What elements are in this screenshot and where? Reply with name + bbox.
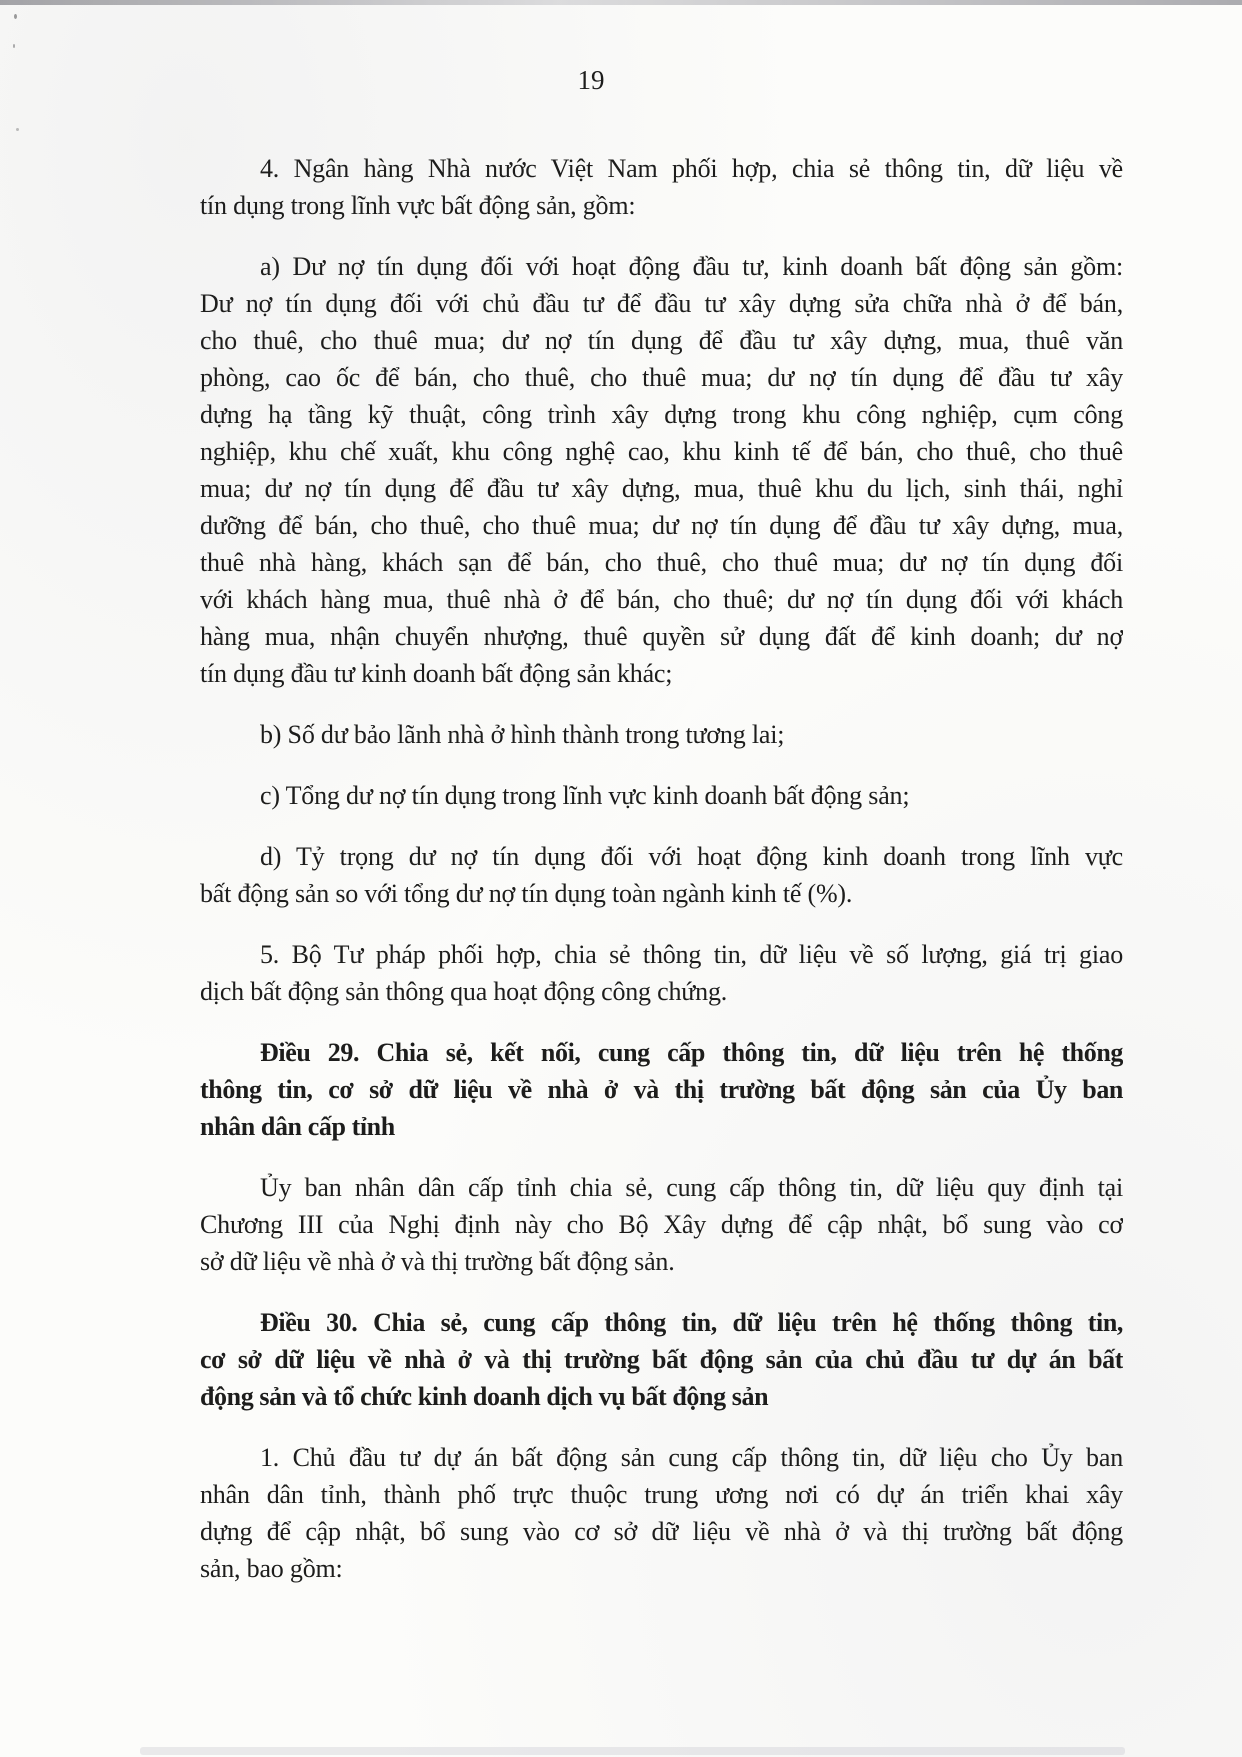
clause-5-paragraph (200, 936, 1123, 1010)
scan-speck (16, 128, 19, 131)
clause-1-paragraph (200, 1439, 1123, 1587)
heading-line: động sản và tổ chức kinh doanh dịch vụ bất động sản (200, 1382, 769, 1411)
text-line: dựng để cập nhật, bổ sung vào cơ sở dữ liệu về nhà ở và thị trường bất động (200, 1517, 1123, 1546)
heading-line: Điều 29. Chia sẻ, kết nối, cung cấp thông tin, dữ liệu trên hệ thống (260, 1038, 1123, 1067)
text-line: sản, bao gồm: (200, 1554, 343, 1583)
scan-speck (13, 44, 15, 48)
text-line: cho thuê, cho thuê mua; dư nợ tín dụng để đầu tư xây dựng, mua, thuê văn (200, 326, 1123, 355)
text-line: hàng mua, nhận chuyển nhượng, thuê quyền sử dụng đất để kinh doanh; dư nợ (200, 622, 1123, 651)
text-line: dịch bất động sản thông qua hoạt động công chứng. (200, 977, 728, 1006)
text-line: sở dữ liệu về nhà ở và thị trường bất động sản. (200, 1247, 675, 1276)
scan-speck (14, 14, 17, 19)
scan-top-edge-artifact (0, 0, 1242, 5)
heading-line: nhân dân cấp tỉnh (200, 1112, 395, 1141)
article-29-heading (200, 1034, 1123, 1145)
article-29-paragraph (200, 1169, 1123, 1280)
text-line: a) Dư nợ tín dụng đối với hoạt động đầu tư, kinh doanh bất động sản gồm: (260, 252, 1123, 281)
text-line: d) Tỷ trọng dư nợ tín dụng đối với hoạt động kinh doanh trong lĩnh vực (260, 842, 1123, 871)
text-line: 1. Chủ đầu tư dự án bất động sản cung cấp thông tin, dữ liệu cho Ủy ban (260, 1443, 1123, 1472)
text-line: phòng, cao ốc để bán, cho thuê, cho thuê mua; dư nợ tín dụng để đầu tư xây (200, 363, 1123, 392)
text-line: dựng hạ tầng kỹ thuật, công trình xây dựng trong khu công nghiệp, cụm công (200, 400, 1123, 429)
heading-line: thông tin, cơ sở dữ liệu về nhà ở và thị trường bất động sản của Ủy ban (200, 1075, 1123, 1104)
text-line: tín dụng đầu tư kinh doanh bất động sản khác; (200, 659, 673, 688)
point-c-paragraph (200, 777, 1123, 814)
text-line: bất động sản so với tổng dư nợ tín dụng toàn ngành kinh tế (%). (200, 879, 853, 908)
text-line: 4. Ngân hàng Nhà nước Việt Nam phối hợp, chia sẻ thông tin, dữ liệu về (260, 154, 1123, 183)
heading-line: cơ sở dữ liệu về nhà ở và thị trường bất động sản của chủ đầu tư dự án bất (200, 1345, 1123, 1374)
text-line: nghiệp, khu chế xuất, khu công nghệ cao, khu kinh tế để bán, cho thuê, cho thuê (200, 437, 1123, 466)
heading-line: Điều 30. Chia sẻ, cung cấp thông tin, dữ liệu trên hệ thống thông tin, (260, 1308, 1123, 1337)
text-line: với khách hàng mua, thuê nhà ở để bán, cho thuê; dư nợ tín dụng đối với khách (200, 585, 1123, 614)
text-line: Ủy ban nhân dân cấp tỉnh chia sẻ, cung cấp thông tin, dữ liệu quy định tại (260, 1173, 1123, 1202)
scan-bottom-edge-artifact (140, 1747, 1125, 1755)
text-line: mua; dư nợ tín dụng để đầu tư xây dựng, mua, thuê khu du lịch, sinh thái, nghỉ (200, 474, 1123, 503)
point-d-paragraph (200, 838, 1123, 912)
text-line: thuê nhà hàng, khách sạn để bán, cho thuê, cho thuê mua; dư nợ tín dụng đối (200, 548, 1123, 577)
text-line: tín dụng trong lĩnh vực bất động sản, gồm: (200, 191, 636, 220)
point-a-paragraph (200, 248, 1123, 692)
text-line: Chương III của Nghị định này cho Bộ Xây dựng để cập nhật, bổ sung vào cơ (200, 1210, 1123, 1239)
text-line: 5. Bộ Tư pháp phối hợp, chia sẻ thông tin, dữ liệu về số lượng, giá trị giao (260, 940, 1123, 969)
text-line: nhân dân tỉnh, thành phố trực thuộc trung ương nơi có dự án triển khai xây (200, 1480, 1123, 1509)
article-30-heading (200, 1304, 1123, 1415)
text-line: c) Tổng dư nợ tín dụng trong lĩnh vực kinh doanh bất động sản; (260, 781, 910, 810)
clause-4-paragraph (200, 150, 1123, 224)
page-number: 19 (577, 65, 605, 95)
text-line: Dư nợ tín dụng đối với chủ đầu tư để đầu tư xây dựng sửa chữa nhà ở để bán, (200, 289, 1123, 318)
point-b-paragraph (200, 716, 1123, 753)
text-line: dưỡng để bán, cho thuê, cho thuê mua; dư nợ tín dụng để đầu tư xây dựng, mua, (200, 511, 1123, 540)
text-line: b) Số dư bảo lãnh nhà ở hình thành trong tương lai; (260, 720, 785, 749)
document-body (200, 150, 1123, 1587)
